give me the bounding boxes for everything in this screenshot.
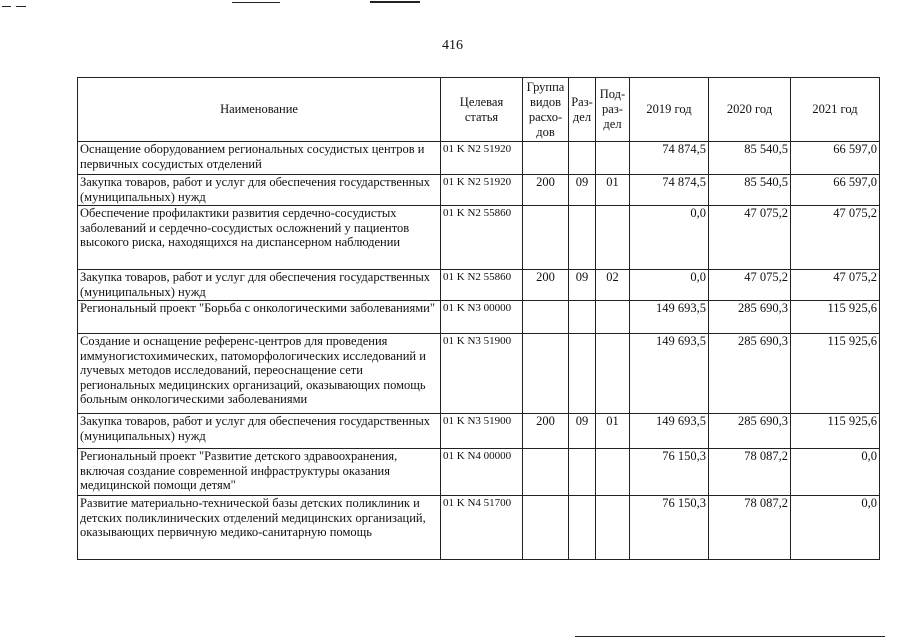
row-group: 200	[523, 175, 569, 206]
scan-artifact-bottom	[575, 636, 885, 637]
table-row	[78, 334, 880, 414]
column-header-group: Группа видов расхо-дов	[523, 78, 569, 142]
row-target: 01 K N4 00000	[441, 449, 523, 496]
row-target: 01 K N3 00000	[441, 301, 523, 334]
row-section	[569, 496, 596, 560]
row-2021: 66 597,0	[791, 142, 880, 175]
row-subsection	[596, 301, 630, 334]
row-2020: 285 690,3	[709, 414, 791, 449]
table-row	[78, 175, 880, 206]
row-2020: 85 540,5	[709, 175, 791, 206]
row-group	[523, 496, 569, 560]
row-2021: 47 075,2	[791, 270, 880, 301]
row-name: Оснащение оборудованием региональных сосудистых центров и первичных сосудистых отделений	[78, 142, 441, 175]
row-subsection	[596, 334, 630, 414]
row-2021: 115 925,6	[791, 301, 880, 334]
row-2019: 149 693,5	[630, 334, 709, 414]
row-2019: 74 874,5	[630, 175, 709, 206]
row-2020: 78 087,2	[709, 449, 791, 496]
row-2021: 115 925,6	[791, 414, 880, 449]
row-2020: 47 075,2	[709, 206, 791, 270]
column-header-2020: 2020 год	[709, 78, 791, 142]
table-row	[78, 449, 880, 496]
row-subsection: 02	[596, 270, 630, 301]
row-section	[569, 301, 596, 334]
row-2021: 0,0	[791, 496, 880, 560]
row-2019: 149 693,5	[630, 301, 709, 334]
budget-table	[77, 77, 880, 560]
row-section	[569, 142, 596, 175]
row-group	[523, 142, 569, 175]
row-name: Создание и оснащение референс-центров для проведения иммуногистохимических, патоморфологических исследований и лучевых методов исследований, переоснащение сети региональных медицинских организаций, оказывающих помощь больным онкологическими заболеваниями	[78, 334, 441, 414]
row-section: 09	[569, 175, 596, 206]
row-2020: 85 540,5	[709, 142, 791, 175]
table-row	[78, 270, 880, 301]
row-group	[523, 206, 569, 270]
row-2020: 47 075,2	[709, 270, 791, 301]
table-header-row	[78, 78, 880, 142]
row-section: 09	[569, 270, 596, 301]
row-2021: 66 597,0	[791, 175, 880, 206]
row-target: 01 K N4 51700	[441, 496, 523, 560]
row-2019: 76 150,3	[630, 449, 709, 496]
scan-artifact-top-left	[16, 6, 26, 7]
row-2021: 0,0	[791, 449, 880, 496]
row-section	[569, 334, 596, 414]
row-name: Закупка товаров, работ и услуг для обеспечения государственных (муниципальных) нужд	[78, 414, 441, 449]
row-2019: 74 874,5	[630, 142, 709, 175]
column-header-name: Наименование	[78, 78, 441, 142]
row-name: Региональный проект "Борьба с онкологическими заболеваниями"	[78, 301, 441, 334]
row-section	[569, 206, 596, 270]
row-2019: 149 693,5	[630, 414, 709, 449]
row-subsection	[596, 142, 630, 175]
row-2019: 0,0	[630, 206, 709, 270]
row-subsection	[596, 206, 630, 270]
column-header-2019: 2019 год	[630, 78, 709, 142]
row-target: 01 K N2 51920	[441, 175, 523, 206]
row-group: 200	[523, 414, 569, 449]
row-section: 09	[569, 414, 596, 449]
row-target: 01 K N2 55860	[441, 270, 523, 301]
column-header-2021: 2021 год	[791, 78, 880, 142]
row-group	[523, 301, 569, 334]
row-name: Обеспечение профилактики развития сердечно-сосудистых заболеваний и сердечно-сосудистых осложнений у пациентов высокого риска, находящихся на диспансерном наблюдении	[78, 206, 441, 270]
column-header-section: Раз-дел	[569, 78, 596, 142]
table-row	[78, 301, 880, 334]
row-name: Региональный проект "Развитие детского здравоохранения, включая создание современной инфраструктуры оказания медицинской помощи детям"	[78, 449, 441, 496]
row-group	[523, 334, 569, 414]
row-name: Развитие материально-технической базы детских поликлиник и детских поликлинических отделений медицинских организаций, оказывающих первичную медико-санитарную помощь	[78, 496, 441, 560]
row-2019: 0,0	[630, 270, 709, 301]
row-2020: 285 690,3	[709, 334, 791, 414]
row-2020: 78 087,2	[709, 496, 791, 560]
row-name: Закупка товаров, работ и услуг для обеспечения государственных (муниципальных) нужд	[78, 270, 441, 301]
row-target: 01 K N3 51900	[441, 334, 523, 414]
column-header-subsection: Под-раз-дел	[596, 78, 630, 142]
row-group: 200	[523, 270, 569, 301]
row-target: 01 K N2 51920	[441, 142, 523, 175]
column-header-target: Целевая статья	[441, 78, 523, 142]
row-target: 01 K N2 55860	[441, 206, 523, 270]
row-name: Закупка товаров, работ и услуг для обеспечения государственных (муниципальных) нужд	[78, 175, 441, 206]
row-subsection	[596, 449, 630, 496]
row-2020: 285 690,3	[709, 301, 791, 334]
row-subsection: 01	[596, 175, 630, 206]
row-2021: 115 925,6	[791, 334, 880, 414]
table-row	[78, 414, 880, 449]
row-2021: 47 075,2	[791, 206, 880, 270]
table-row	[78, 496, 880, 560]
scan-artifact-top	[232, 2, 280, 3]
scan-artifact-top-left	[2, 6, 11, 7]
row-section	[569, 449, 596, 496]
row-target: 01 K N3 51900	[441, 414, 523, 449]
row-subsection	[596, 496, 630, 560]
scan-artifact-top	[370, 1, 420, 3]
table-row	[78, 142, 880, 175]
row-2019: 76 150,3	[630, 496, 709, 560]
row-subsection: 01	[596, 414, 630, 449]
table-row	[78, 206, 880, 270]
row-group	[523, 449, 569, 496]
page-number: 416	[442, 38, 463, 53]
